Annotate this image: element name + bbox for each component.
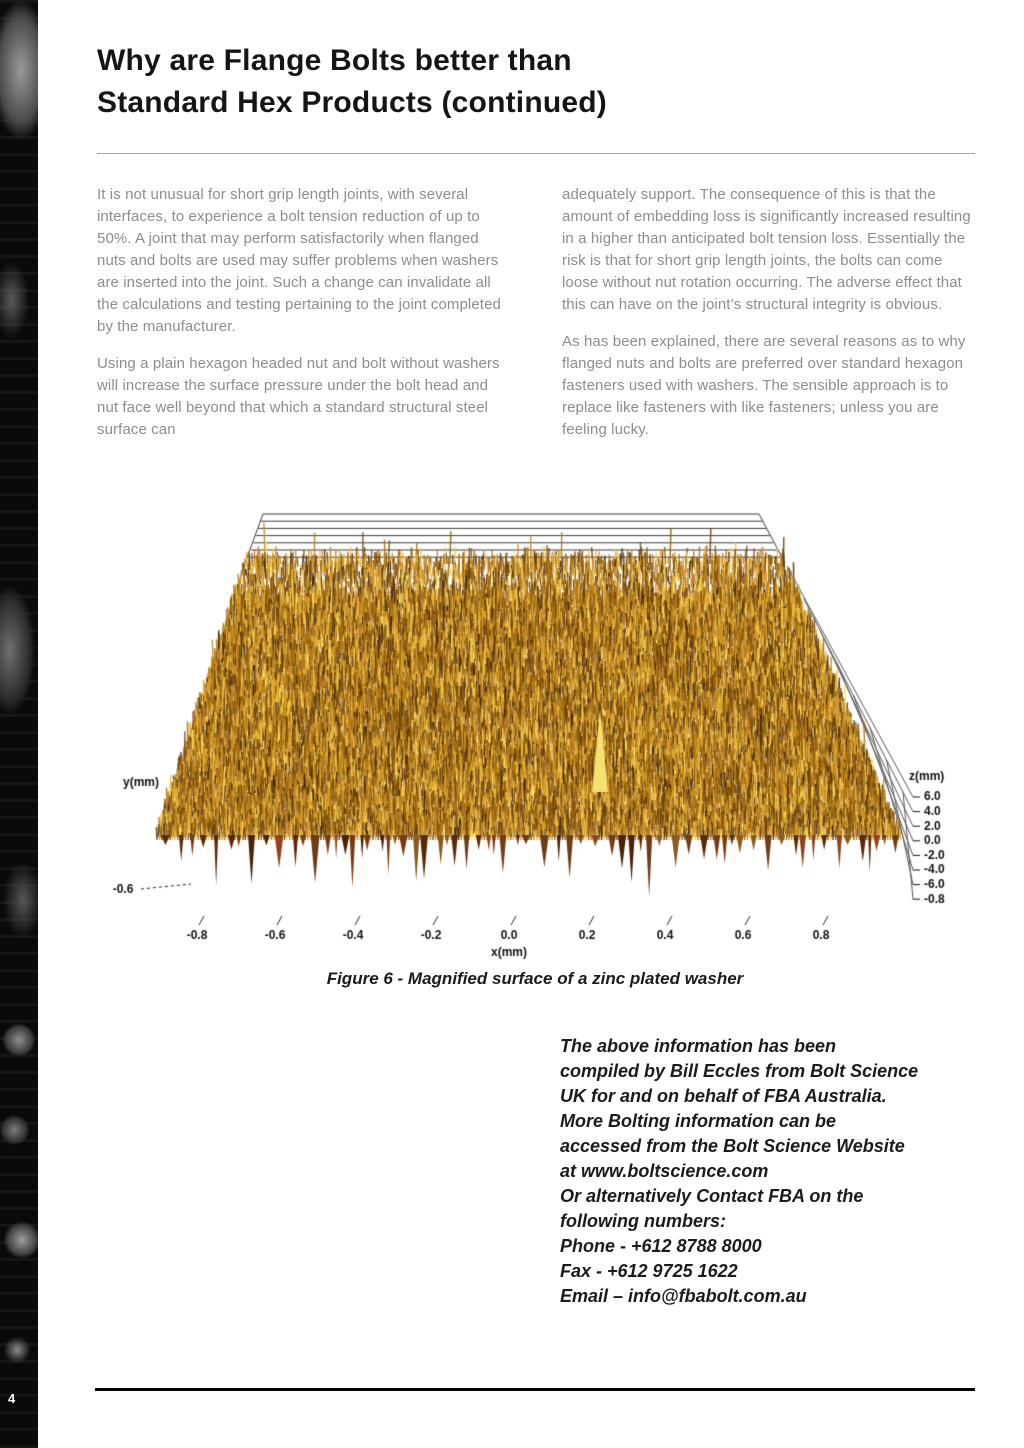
attribution-note: [560, 1034, 990, 1309]
paragraph: As has been explained, there are several reasons as to why flanged nuts and bolts are preferred over standard hexagon fasteners used with washers. The sensible approach is to replace like fasteners with like fasteners; unless you are feeling lucky.: [562, 333, 966, 438]
note-line: More Bolting information can be: [560, 1111, 837, 1131]
title-divider: [97, 153, 975, 154]
page-number: 4: [8, 1391, 16, 1406]
paragraph: adequately support. The consequence of this is that the amount of embedding loss is significantly increased resulting in a higher than anticipated bolt tension loss. Essentially the risk is that for short grip length joints, the bolts can come loose without nut rotation occurring. The adverse effect that this can have on the joint’s structural integrity is obvious.: [562, 186, 971, 313]
title-line-2: Standard Hex Products (continued): [97, 86, 607, 119]
note-line: compiled by Bill Eccles from Bolt Science: [560, 1061, 919, 1081]
body-columns: [97, 184, 975, 456]
title-line-1: Why are Flange Bolts better than: [97, 44, 572, 77]
note-line: accessed from the Bolt Science Website: [560, 1136, 905, 1156]
figure-caption: Figure 6 - Magnified surface of a zinc plated washer: [326, 969, 744, 988]
right-column: [562, 184, 975, 456]
figure-6: [95, 500, 975, 989]
surface-plot: [95, 500, 975, 965]
note-line: following numbers:: [560, 1211, 726, 1231]
note-line: UK for and on behalf of FBA Australia.: [560, 1086, 887, 1106]
note-line: The above information has been: [560, 1036, 837, 1056]
note-line-fax: Fax - +612 9725 1622: [560, 1261, 738, 1281]
paragraph: Using a plain hexagon headed nut and bolt without washers will increase the surface pressure under the bolt head and nut face well beyond that which a standard structural steel surface can: [97, 355, 500, 438]
paragraph: It is not unusual for short grip length joints, with several interfaces, to experience a bolt tension reduction of up to 50%. A joint that may perform satisfactorily when flanged nuts and bolts are used may suffer problems when washers are inserted into the joint. Such a change can invalidate all the calculations and testing pertaining to the joint completed by the manufacturer.: [97, 186, 501, 335]
note-line-website: at www.boltscience.com: [560, 1161, 769, 1181]
page-title: [97, 40, 607, 124]
note-line-phone: Phone - +612 8788 8000: [560, 1236, 762, 1256]
note-line-email: Email – info@fbabolt.com.au: [560, 1286, 807, 1306]
sidebar-photo-strip: [0, 0, 38, 1448]
left-column: [97, 184, 510, 456]
note-line: Or alternatively Contact FBA on the: [560, 1186, 864, 1206]
machinery-photo: [0, 0, 38, 1448]
bottom-rule: [95, 1388, 975, 1391]
